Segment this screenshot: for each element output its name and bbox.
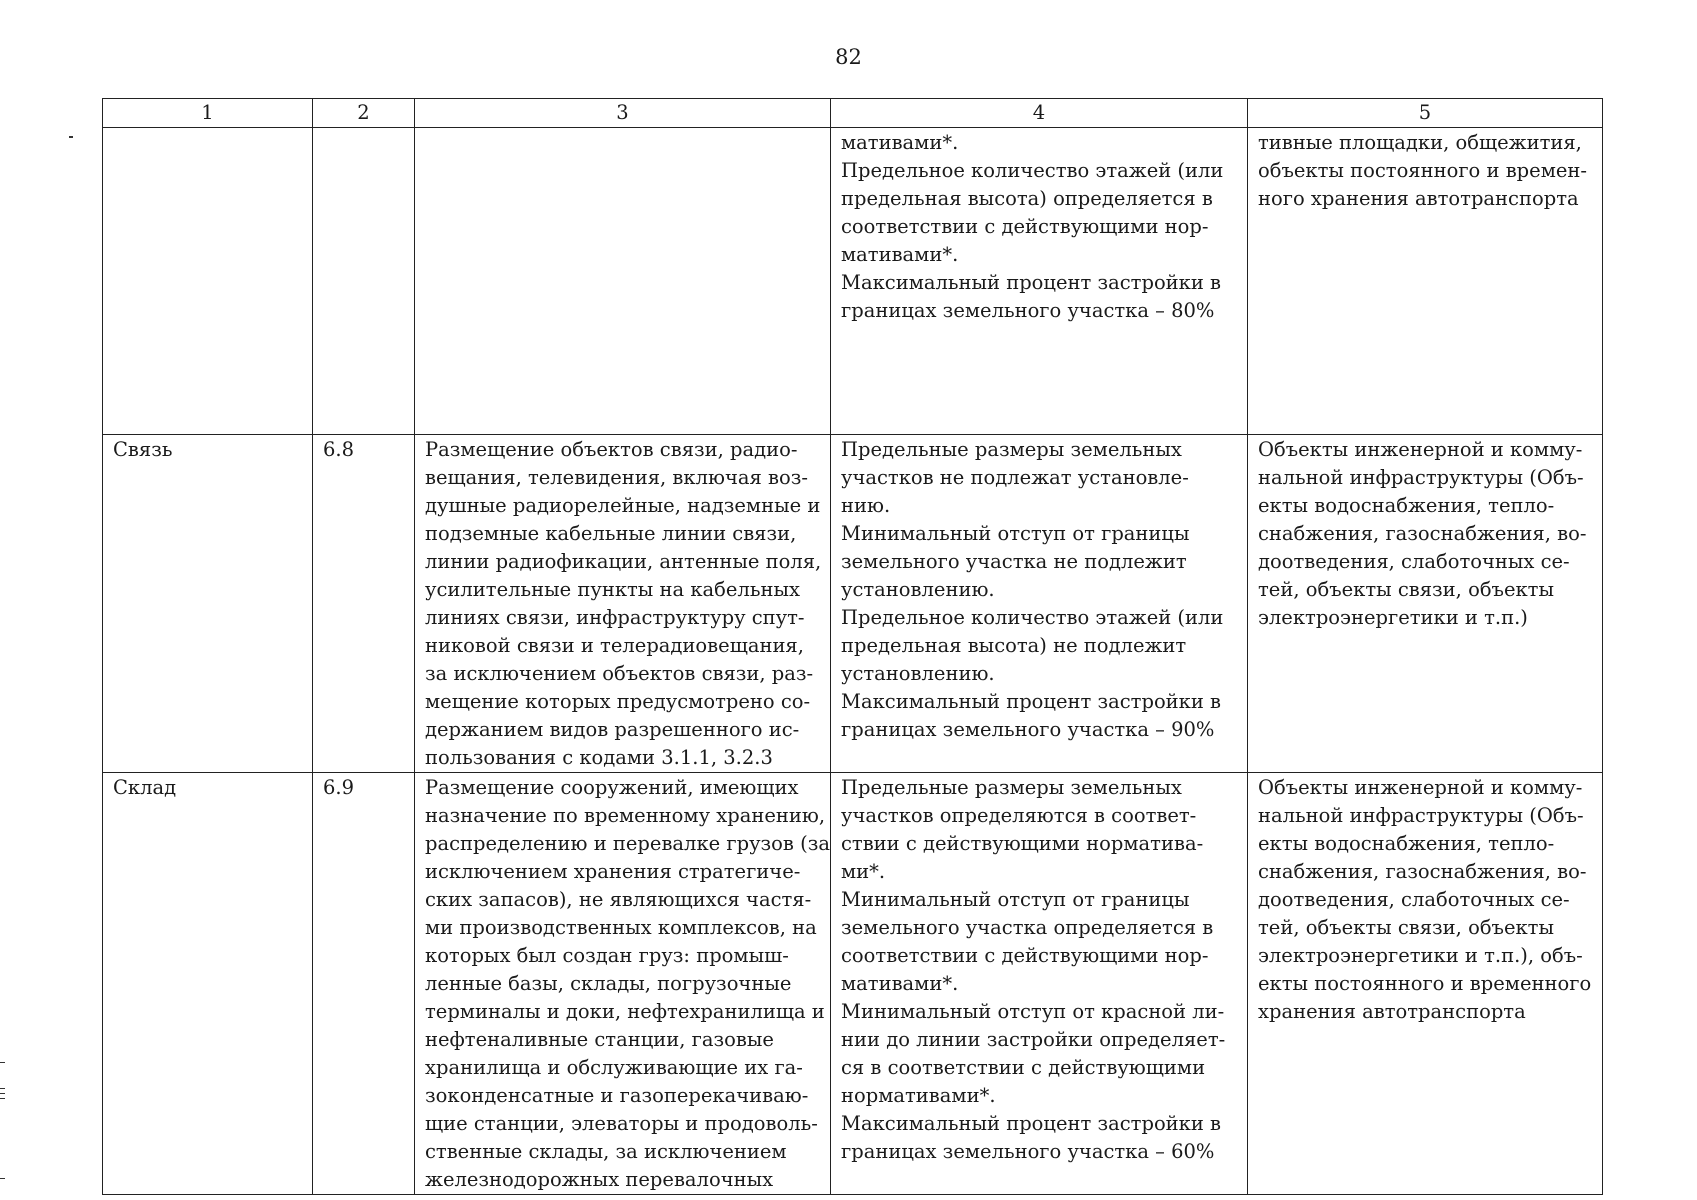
use-code-cell: 6.8 — [313, 435, 415, 773]
column-header-4: 4 — [831, 99, 1248, 128]
cell-text-line: хранилища и обслуживающие их га- — [425, 1056, 803, 1079]
cell-text-line: нальной инфраструктуры (Объ- — [1258, 466, 1584, 489]
use-type-cell — [103, 128, 313, 435]
cell-text-line: установлению. — [841, 578, 995, 601]
auxiliary-uses-cell — [1248, 773, 1603, 1195]
auxiliary-uses-cell — [1248, 128, 1603, 435]
cell-text-line: границах земельного участка – 90% — [841, 718, 1215, 741]
cell-text-line: границах земельного участка – 60% — [841, 1140, 1215, 1163]
cell-text-line: железнодорожных перевалочных — [425, 1168, 774, 1191]
cell-text-line: земельного участка определяется в — [841, 916, 1214, 939]
cell-text-line: тивные площадки, общежития, — [1258, 131, 1582, 154]
cell-text-line: которых был создан груз: промыш- — [425, 944, 789, 967]
cell-text-line: участков определяются в соответ- — [841, 804, 1197, 827]
parameters-cell — [831, 435, 1248, 773]
cell-text-line: Максимальный процент застройки в — [841, 690, 1222, 713]
scan-mark — [0, 1093, 5, 1094]
cell-text-line: нормативами*. — [841, 1084, 996, 1107]
cell-text-line: назначение по временному хранению, — [425, 804, 826, 827]
cell-text-line: Минимальный отступ от границы — [841, 522, 1190, 545]
cell-text-line: екты постоянного и временного — [1258, 972, 1592, 995]
cell-text-line: участков не подлежат установле- — [841, 466, 1189, 489]
cell-text-line: ствии с действующими норматива- — [841, 832, 1204, 855]
table-row — [103, 128, 1603, 435]
cell-text-line: земельного участка не подлежит — [841, 550, 1187, 573]
cell-text-line: объекты постоянного и времен- — [1258, 159, 1587, 182]
column-header-5: 5 — [1248, 99, 1603, 128]
cell-text-line: нальной инфраструктуры (Объ- — [1258, 804, 1584, 827]
parameters-cell — [831, 128, 1248, 435]
use-description-cell — [415, 128, 831, 435]
cell-text-line: предельная высота) определяется в — [841, 187, 1213, 210]
cell-text-line: зоконденсатные и газоперекачиваю- — [425, 1084, 809, 1107]
cell-text-line: границах земельного участка – 80% — [841, 299, 1215, 322]
cell-text-line: мативами*. — [841, 131, 959, 154]
cell-text-line: Предельные размеры земельных — [841, 776, 1182, 799]
column-header-3: 3 — [415, 99, 831, 128]
cell-text-line: ленные базы, склады, погрузочные — [425, 972, 792, 995]
cell-text-line: Предельные размеры земельных — [841, 438, 1182, 461]
column-header-1: 1 — [103, 99, 313, 128]
header-row — [103, 99, 1603, 128]
column-header-2: 2 — [313, 99, 415, 128]
cell-text-line: доотведения, слаботочных се- — [1258, 550, 1570, 573]
cell-text-line: снабжения, газоснабжения, во- — [1258, 860, 1587, 883]
cell-text-line: Размещение сооружений, имеющих — [425, 776, 799, 799]
cell-text-line: Максимальный процент застройки в — [841, 271, 1222, 294]
cell-text-line: Предельное количество этажей (или — [841, 606, 1224, 629]
scan-mark — [69, 136, 73, 138]
cell-text-line: электроэнергетики и т.п.), объ- — [1258, 944, 1583, 967]
cell-text-line: распределению и перевалке грузов (за — [425, 832, 830, 855]
cell-text-line: тей, объекты связи, объекты — [1258, 916, 1554, 939]
cell-text-line: екты водоснабжения, тепло- — [1258, 832, 1555, 855]
cell-text-line: предельная высота) не подлежит — [841, 634, 1187, 657]
cell-text-line: подземные кабельные линии связи, — [425, 522, 797, 545]
cell-text-line: исключением хранения стратегиче- — [425, 860, 801, 883]
table-row — [103, 773, 1603, 1195]
cell-text-line: Объекты инженерной и комму- — [1258, 438, 1583, 461]
cell-text-line: екты водоснабжения, тепло- — [1258, 494, 1555, 517]
use-type-cell: Связь — [103, 435, 313, 773]
cell-text-line: мативами*. — [841, 972, 959, 995]
cell-text-line: Минимальный отступ от красной ли- — [841, 1000, 1225, 1023]
cell-text-line: снабжения, газоснабжения, во- — [1258, 522, 1587, 545]
cell-text-line: терминалы и доки, нефтехранилища и — [425, 1000, 825, 1023]
auxiliary-uses-cell — [1248, 435, 1603, 773]
cell-text-line: Объекты инженерной и комму- — [1258, 776, 1583, 799]
use-code-cell: 6.9 — [313, 773, 415, 1195]
cell-text-line: хранения автотранспорта — [1258, 1000, 1526, 1023]
cell-text-line: держанием видов разрешенного ис- — [425, 718, 800, 741]
cell-text-line: ственные склады, за исключением — [425, 1140, 787, 1163]
scan-mark — [0, 1062, 5, 1063]
cell-text-line: ми производственных комплексов, на — [425, 916, 817, 939]
cell-text-line: нию. — [841, 494, 891, 517]
parameters-cell — [831, 773, 1248, 1195]
page-number: 82 — [835, 45, 862, 69]
cell-text-line: никовой связи и телерадиовещания, — [425, 634, 804, 657]
cell-text-line: ских запасов), не являющихся частя- — [425, 888, 812, 911]
cell-text-line: линиях связи, инфраструктуру спут- — [425, 606, 805, 629]
use-code-cell — [313, 128, 415, 435]
cell-text-line: ного хранения автотранспорта — [1258, 187, 1579, 210]
cell-text-line: Предельное количество этажей (или — [841, 159, 1224, 182]
cell-text-line: мещение которых предусмотрено со- — [425, 690, 811, 713]
zoning-table — [102, 98, 1603, 1195]
cell-text-line: усилительные пункты на кабельных — [425, 578, 800, 601]
cell-text-line: Размещение объектов связи, радио- — [425, 438, 798, 461]
use-description-cell — [415, 435, 831, 773]
cell-text-line: соответствии с действующими нор- — [841, 215, 1209, 238]
cell-text-line: доотведения, слаботочных се- — [1258, 888, 1570, 911]
cell-text-line: установлению. — [841, 662, 995, 685]
use-description-cell — [415, 773, 831, 1195]
cell-text-line: линии радиофикации, антенные поля, — [425, 550, 822, 573]
scan-mark — [0, 1178, 5, 1179]
scan-mark — [0, 1098, 5, 1099]
cell-text-line: нии до линии застройки определяет- — [841, 1028, 1226, 1051]
cell-text-line: вещания, телевидения, включая воз- — [425, 466, 808, 489]
cell-text-line: душные радиорелейные, надземные и — [425, 494, 821, 517]
cell-text-line: за исключением объектов связи, раз- — [425, 662, 814, 685]
cell-text-line: ся в соответствии с действующими — [841, 1056, 1206, 1079]
cell-text-line: нефтеналивные станции, газовые — [425, 1028, 774, 1051]
cell-text-line: пользования с кодами 3.1.1, 3.2.3 — [425, 746, 773, 769]
cell-text-line: соответствии с действующими нор- — [841, 944, 1209, 967]
cell-text-line: мативами*. — [841, 243, 959, 266]
scan-mark — [0, 1088, 5, 1089]
cell-text-line: щие станции, элеваторы и продоволь- — [425, 1112, 818, 1135]
cell-text-line: электроэнергетики и т.п.) — [1258, 606, 1528, 629]
cell-text-line: Минимальный отступ от границы — [841, 888, 1190, 911]
cell-text-line: тей, объекты связи, объекты — [1258, 578, 1554, 601]
use-type-cell: Склад — [103, 773, 313, 1195]
cell-text-line: Максимальный процент застройки в — [841, 1112, 1222, 1135]
cell-text-line: ми*. — [841, 860, 886, 883]
table-row — [103, 435, 1603, 773]
